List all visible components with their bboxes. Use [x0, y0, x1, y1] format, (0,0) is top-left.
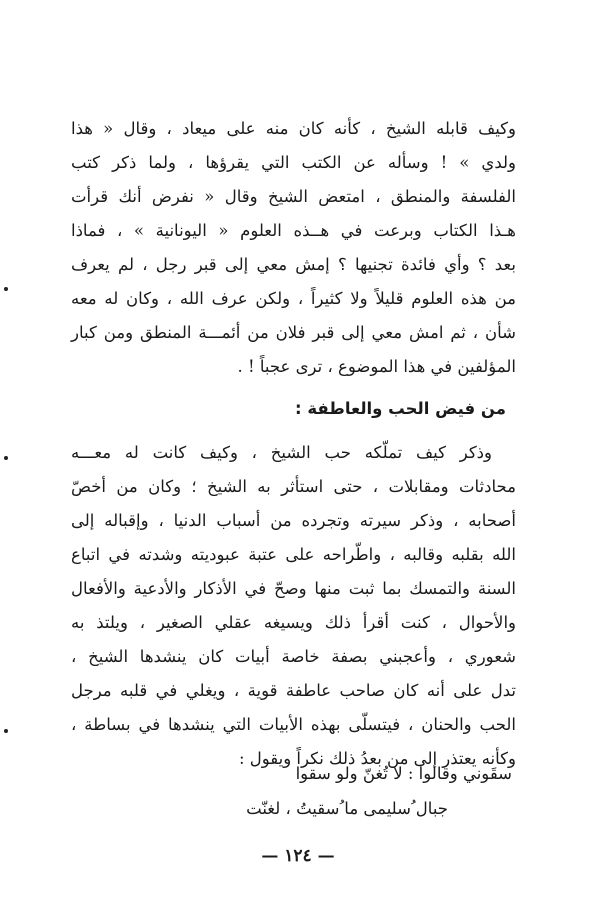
paragraph-2: [71, 436, 516, 776]
text-line: من هذه العلوم قليلاً ولا كثيراً ، ولكن عرف الله ، وكان له معه: [71, 289, 516, 308]
paragraph-1: [71, 112, 516, 384]
text-line: السنة والتمسك بما ثبت منها وصحّ في الأذكار والأدعية والأفعال: [71, 579, 516, 598]
text-line: أصحابه ، وذكر سيرته وتجرده من أسباب الدنيا ، وإقباله إلى: [71, 511, 516, 530]
margin-mark: [4, 456, 8, 460]
text-line: الفلسفة والمنطق ، امتعض الشيخ وقال « نفرض أنك قرأت: [71, 187, 516, 206]
text-line: ولدي » ! وسأله عن الكتب التي يقرؤها ، ولما ذكر كتب: [71, 153, 516, 172]
text-line: وكيف قابله الشيخ ، كأنه كان منه على ميعاد ، وقال « هذا: [71, 119, 516, 138]
text-line: تدل على أنه كان صاحب عاطفة قوية ، ويغلي في قلبه مرجل: [71, 681, 516, 700]
text-line: شأن ، ثم امش معي إلى قبر فلان من أئمـــة المنطق ومن كبار: [71, 323, 516, 342]
page-number: — ١٢٤ —: [261, 846, 335, 866]
text-line: بعد ؟ وأي فائدة تجنيها ؟ إمش معي إلى قبر رجل ، لم يعرف: [71, 255, 516, 274]
text-line: وذكر كيف تملّكه حب الشيخ ، وكيف كانت له معـــه: [71, 443, 492, 462]
text-line: شعوري ، وأعجبني بصفة خاصة أبيات كان ينشدها الشيخ ،: [71, 647, 516, 666]
text-line: هـذا الكتاب وبرعت في هــذه العلوم « اليونانية » ، فماذا: [71, 221, 516, 240]
text-line: محادثات ومقابلات ، حتى استأثر به الشيخ ؛ وكان من أخصّ: [71, 477, 516, 496]
section-heading: من فيض الحب والعاطفة :: [295, 399, 506, 418]
verse-line-2: جبال ُسليمى ما ُسقيتُ ، لغنّت: [246, 799, 448, 818]
margin-mark: [4, 729, 8, 733]
text-line: والأحوال ، كنت أقرأ ذلك ويسيغه عقلي الصغير ، ويلتذ به: [71, 613, 516, 632]
text-line: الله بقلبه وقالبه ، واطّراحه على عتبة عبوديته وشدته في اتباع: [71, 545, 516, 564]
verse-line-1: سقَوني وقالوا : لا تُغنّ ولو سقوا: [295, 764, 512, 783]
text-line: وكأنه يعتذر إلى من بعدُ ذلك نكراً ويقول :: [238, 749, 516, 768]
text-line: الحب والحنان ، فيتسلّى بهذه الأبيات التي ينشدها في بساطة ،: [71, 715, 516, 734]
margin-mark: [4, 287, 8, 291]
text-line: المؤلفين في هذا الموضوع ، ترى عجباً ! .: [237, 357, 516, 376]
